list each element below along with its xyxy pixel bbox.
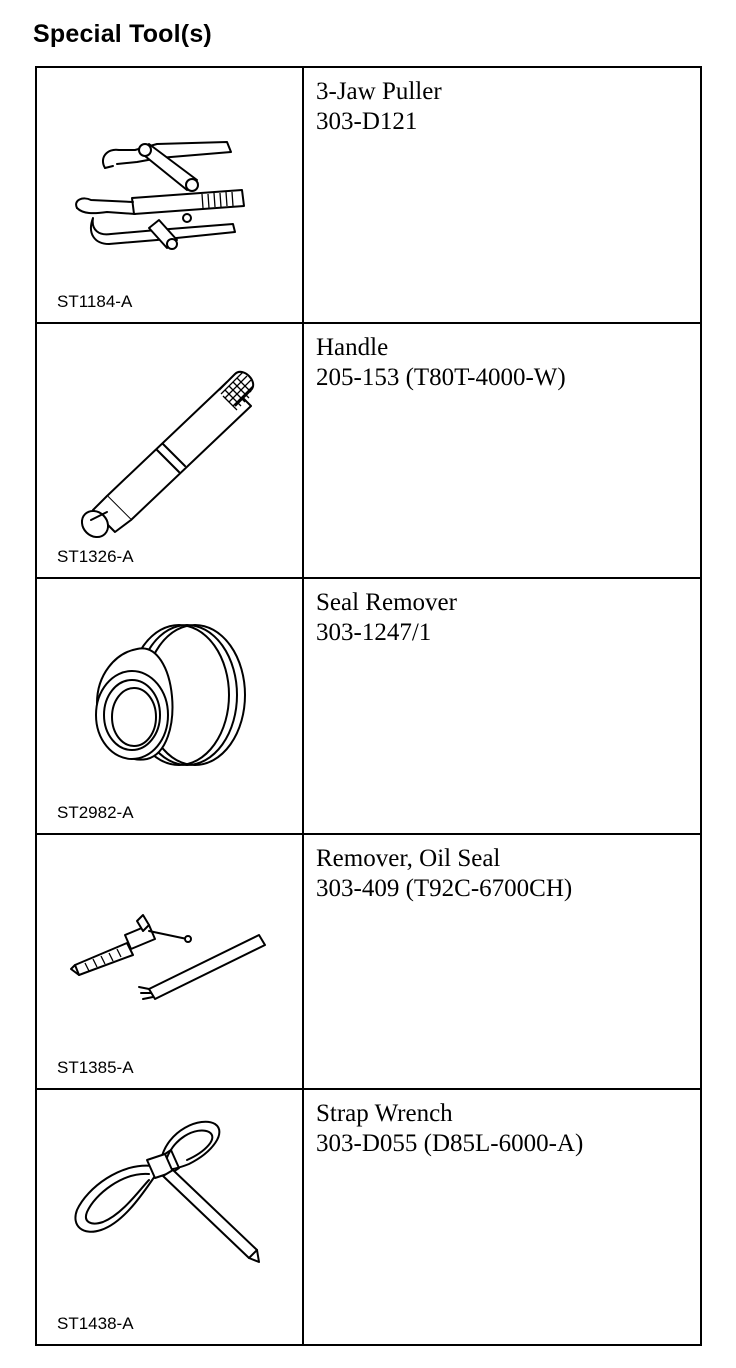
- oil-seal-remover-icon: [37, 835, 304, 1090]
- tool-description-cell: [304, 68, 700, 322]
- three-jaw-puller-icon: [37, 68, 304, 323]
- tool-code: ST1184-A: [57, 291, 133, 311]
- table-row: [37, 835, 700, 1091]
- tool-description-cell: [304, 835, 700, 1089]
- tool-number: 303-D055 (D85L-6000-A): [316, 1130, 584, 1158]
- tool-illustration-cell: [37, 579, 304, 833]
- tool-name: Strap Wrench: [316, 1100, 453, 1128]
- tool-number: 205-153 (T80T-4000-W): [316, 363, 566, 391]
- tool-code: ST1385-A: [57, 1058, 134, 1078]
- page-title: Special Tool(s): [33, 20, 212, 48]
- tool-code: ST1326-A: [57, 547, 134, 567]
- tool-code: ST2982-A: [57, 802, 134, 822]
- special-tools-table: [35, 66, 702, 1346]
- table-row: [37, 68, 700, 324]
- tool-number: 303-D121: [316, 108, 418, 135]
- tool-name: Handle: [316, 333, 389, 361]
- table-row: [37, 324, 700, 580]
- tool-illustration-cell: [37, 68, 304, 322]
- tool-name: Remover, Oil Seal: [316, 844, 501, 872]
- tool-illustration-cell: [37, 324, 304, 578]
- tool-number: 303-1247/1: [316, 619, 432, 647]
- tool-illustration-cell: [37, 835, 304, 1089]
- strap-wrench-icon: [37, 1090, 304, 1345]
- tool-code: ST1438-A: [57, 1313, 134, 1333]
- tool-name: 3-Jaw Puller: [316, 78, 442, 105]
- tool-illustration-cell: [37, 1090, 304, 1344]
- tool-description-cell: [304, 1090, 700, 1344]
- table-row: [37, 1090, 700, 1344]
- tool-description-cell: [304, 579, 700, 833]
- tool-name: Seal Remover: [316, 589, 457, 617]
- handle-icon: [37, 324, 304, 579]
- tool-number: 303-409 (T92C-6700CH): [316, 874, 573, 902]
- tool-description-cell: [304, 324, 700, 578]
- table-row: [37, 579, 700, 835]
- seal-remover-icon: [37, 579, 304, 834]
